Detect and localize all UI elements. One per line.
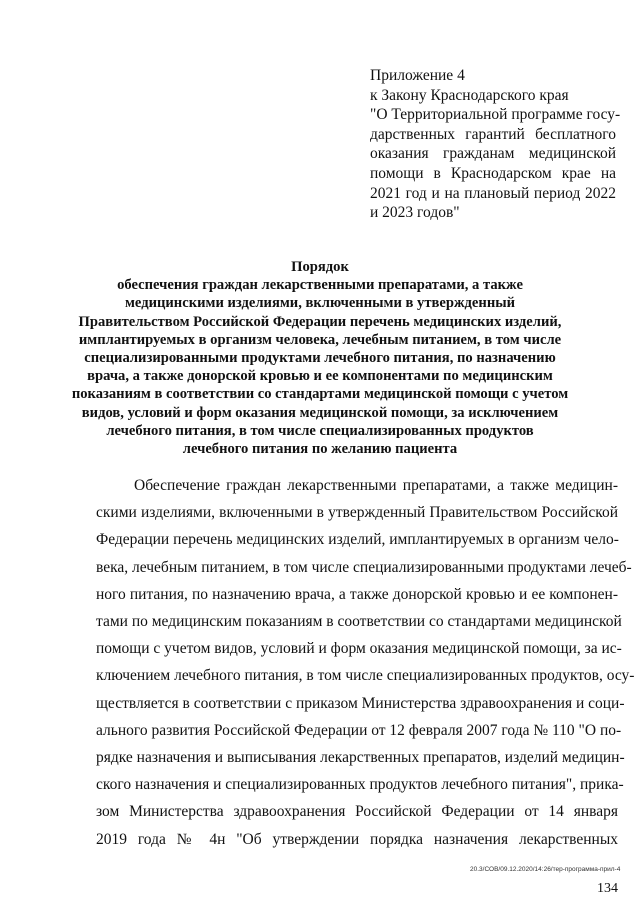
appendix-block <box>370 66 621 223</box>
title-line: видов, условий и форм оказания медицинской помощи, за исключением <box>81 404 559 421</box>
body-line: ществляется в соответствии с приказом Министерства здравоохранения и соци- <box>96 694 625 712</box>
appendix-line: и 2023 годов" <box>370 204 460 222</box>
body-line: рядке назначения и выписывания лекарственных препаратов, изделий медицин- <box>96 749 625 767</box>
title-line: лечебного питания, в том числе специализированных продуктов <box>106 422 534 439</box>
title-line: показаниям в соответствии со стандартами медицинской помощи с учетом <box>71 386 569 403</box>
title-heading: Порядок <box>291 259 349 275</box>
body-line: скими изделиями, включенными в утвержденный Правительством Российской <box>96 504 618 522</box>
body-line: ского назначения и специализированных продуктов лечебного питания", прика- <box>96 776 624 794</box>
body-paragraph <box>96 472 635 853</box>
body-line: 2019 года № 4н "Об утверждении порядка назначения лекарственных <box>96 830 618 848</box>
appendix-line: к Закону Краснодарского края <box>370 86 569 104</box>
title-line: Правительством Российской Федерации перечень медицинских изделий, <box>78 313 562 330</box>
title-line: медицинскими изделиями, включенными в утвержденный <box>124 295 516 312</box>
appendix-line: помощи в Краснодарском крае на <box>370 164 616 182</box>
body-line: Обеспечение граждан лекарственными препаратами, а также медицин- <box>134 477 618 494</box>
body-line: ключением лечебного питания, в том числе специализированных продуктов, осу- <box>96 667 635 685</box>
page-number: 134 <box>597 881 618 896</box>
document-title <box>70 258 570 458</box>
appendix-line: оказания гражданам медицинской <box>370 145 616 163</box>
document-reference: 20.3/СОВ/09.12.2020/14:26/тер-программа-прил-4 <box>470 866 621 873</box>
body-line: ального развития Российской Федерации от 12 февраля 2007 года № 110 "О по- <box>96 721 622 739</box>
body-line: Федерации перечень медицинских изделий, имплантируемых в организм чело- <box>96 531 619 549</box>
appendix-line: дарственных гарантий бесплатного <box>370 125 616 143</box>
body-line: тами по медицинским показаниям в соответствии со стандартами медицинской <box>96 613 622 631</box>
appendix-line: 2021 год и на плановый период 2022 <box>370 184 616 202</box>
title-line: врача, а также донорской кровью и ее компонентами по медицинским <box>87 368 553 385</box>
body-line: зом Министерства здравоохранения Российской Федерации от 14 января <box>96 803 618 821</box>
appendix-line: "О Территориальной программе госу- <box>370 106 621 124</box>
body-line: века, лечебным питанием, в том числе специализированными продуктами лечеб- <box>96 558 632 576</box>
body-line: помощи с учетом видов, условий и форм оказания медицинской помощи, за ис- <box>96 640 622 658</box>
appendix-line: Приложение 4 <box>370 67 465 84</box>
title-line: специализированными продуктами лечебного питания, по назначению <box>84 350 556 367</box>
body-line: ного питания, по назначению врача, а также донорской кровью и ее компонен- <box>96 585 618 603</box>
title-line: лечебного питания по желанию пациента <box>182 441 458 458</box>
title-line: обеспечения граждан лекарственными препаратами, а также <box>117 277 523 294</box>
title-line: имплантируемых в организм человека, лечебным питанием, в том числе <box>78 331 562 348</box>
